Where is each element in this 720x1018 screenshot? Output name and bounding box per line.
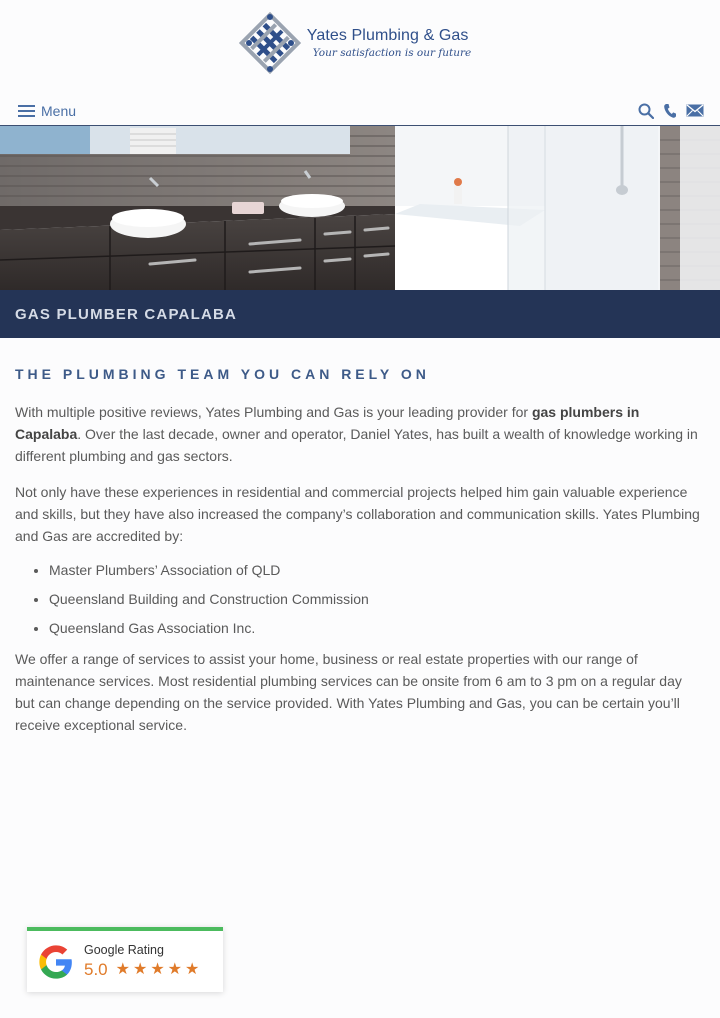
intro-text-end: . Over the last decade, owner and operator, Daniel Yates, has built a wealth of knowledge working in different plumbing and gas sectors. bbox=[15, 426, 698, 464]
logo-mark-icon bbox=[239, 12, 301, 74]
list-item: • Queensland Gas Association Inc. bbox=[49, 619, 705, 637]
list-item: • Master Plumbers’ Association of QLD bbox=[49, 561, 705, 579]
nav-icons bbox=[638, 103, 704, 119]
google-logo-icon bbox=[37, 943, 75, 981]
mail-icon[interactable] bbox=[686, 104, 704, 117]
page-title: GAS PLUMBER CAPALABA bbox=[15, 305, 238, 323]
star-icon: ★ bbox=[132, 961, 148, 978]
rating-score: 5.0 bbox=[84, 960, 108, 979]
search-icon[interactable] bbox=[638, 103, 654, 119]
star-rating bbox=[116, 962, 200, 978]
intro-keyword: gas plumbers in Capalaba bbox=[15, 404, 640, 442]
section-subheading: THE PLUMBING TEAM YOU CAN RELY ON bbox=[15, 366, 430, 382]
menu-button[interactable] bbox=[18, 103, 76, 119]
star-icon: ★ bbox=[150, 961, 165, 978]
google-rating-widget[interactable] bbox=[27, 927, 223, 992]
hamburger-icon bbox=[18, 105, 35, 117]
experience-paragraph: Not only have these experiences in residential and commercial projects helped him gain valuable experience and skills, but they have also increased the company’s collaboration and communication skills. Yates Plumbing and Gas are accredited by: bbox=[15, 484, 700, 544]
logo-name: Yates Plumbing & Gas bbox=[306, 27, 469, 44]
intro-text-start: With multiple positive reviews, Yates Plumbing and Gas is your leading provider for bbox=[15, 404, 532, 420]
star-icon: ★ bbox=[185, 961, 200, 978]
phone-icon[interactable] bbox=[663, 103, 677, 119]
rating-label: Google Rating bbox=[84, 943, 164, 957]
intro-paragraph bbox=[15, 401, 705, 467]
hero-image bbox=[0, 126, 720, 290]
star-icon: ★ bbox=[167, 961, 183, 978]
services-paragraph: We offer a range of services to assist your home, business or real estate properties with our range of maintenance services. Most residential plumbing services can be onsite from 6 am to 3 pm on a regular day but can change depending on the service provided. With Yates Plumbing and Gas, you can be certain you’ll receive exceptional service. bbox=[15, 651, 682, 733]
logo-tagline: Your satisfaction is our future bbox=[312, 47, 472, 59]
list-item: • Queensland Building and Construction Commission bbox=[49, 590, 705, 608]
page-banner bbox=[0, 290, 720, 338]
bathroom-photo bbox=[0, 126, 720, 290]
logo[interactable] bbox=[239, 12, 472, 74]
main-content bbox=[0, 338, 720, 736]
menu-label: Menu bbox=[41, 102, 77, 119]
accreditation-list bbox=[49, 561, 705, 637]
site-header bbox=[0, 0, 720, 96]
star-icon: ★ bbox=[115, 961, 130, 978]
navbar bbox=[0, 96, 720, 126]
